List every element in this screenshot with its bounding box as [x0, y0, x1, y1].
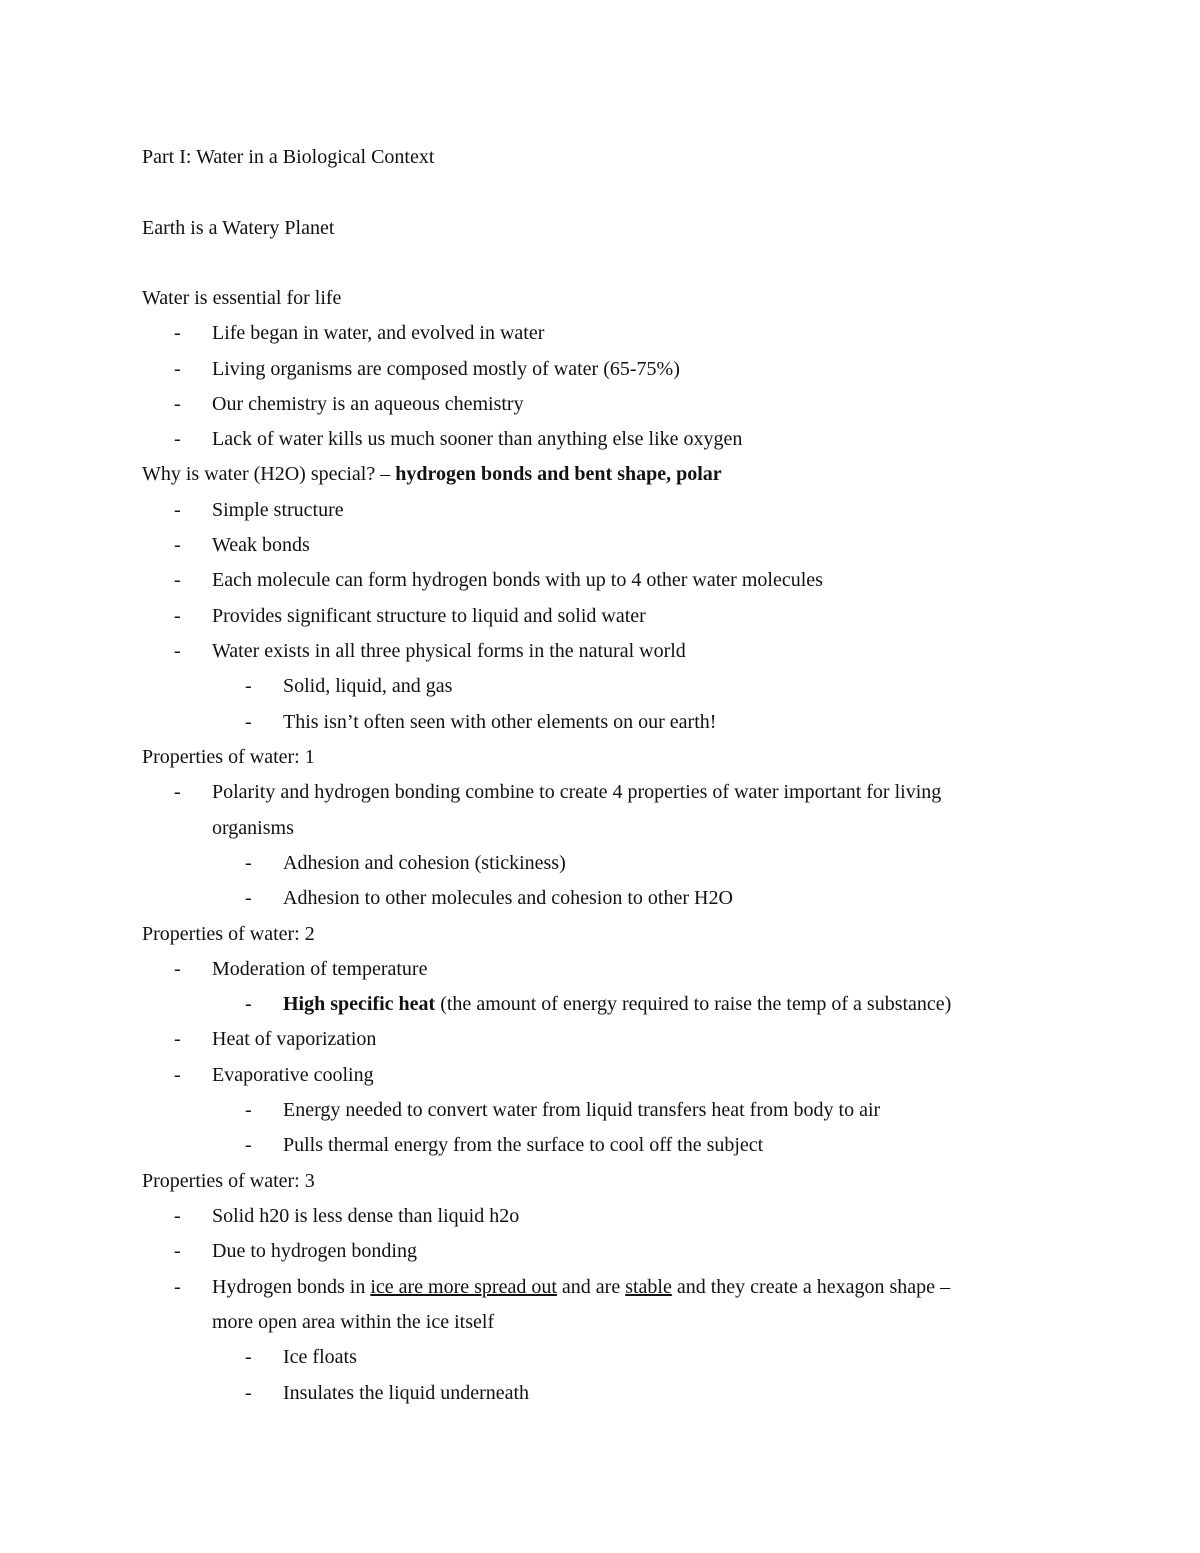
- sub-list-item: [245, 1376, 1200, 1411]
- bullet-dash: -: [174, 534, 181, 556]
- list-item-text: Heat of vaporization: [212, 1028, 377, 1050]
- list-item-text: Life began in water, and evolved in water: [212, 322, 545, 344]
- why-heading-text: Why is water (H2O) special? –: [142, 463, 396, 485]
- list-item-text: Lack of water kills us much sooner than anything else like oxygen: [212, 428, 743, 450]
- list-item-continuation: organisms: [212, 817, 294, 839]
- list-item-text: Polarity and hydrogen bonding combine to create 4 properties of water important for living: [212, 781, 942, 803]
- part-title: Part I: Water in a Biological Context: [142, 146, 435, 168]
- list-item: [174, 1058, 1172, 1093]
- properties-2-heading: Properties of water: 2: [142, 923, 315, 945]
- bullet-dash: -: [174, 322, 181, 344]
- bullet-dash: -: [174, 428, 181, 450]
- bullet-dash: -: [245, 1099, 252, 1121]
- list-item-text: and are: [556, 1276, 626, 1298]
- sub-list-item: [245, 987, 1200, 1022]
- list-item-text: Living organisms are composed mostly of water (65-75%): [212, 358, 680, 380]
- list-item: [174, 634, 1172, 669]
- sub-list-item-text: This isn’t often seen with other elements on our earth!: [283, 711, 717, 733]
- list-item: [174, 493, 1172, 528]
- bullet-dash: -: [245, 852, 252, 874]
- specific-heat-definition: (the amount of energy required to raise the temp of a substance): [435, 993, 952, 1015]
- list-item: [174, 528, 1172, 563]
- bullet-dash: -: [174, 358, 181, 380]
- list-item-text: Provides significant structure to liquid and solid water: [212, 605, 646, 627]
- list-item-text: Simple structure: [212, 499, 344, 521]
- bullet-dash: -: [174, 1205, 181, 1227]
- bullet-dash: -: [174, 499, 181, 521]
- list-item-text: Evaporative cooling: [212, 1064, 374, 1086]
- sub-list-item-text: Energy needed to convert water from liquid transfers heat from body to air: [283, 1099, 881, 1121]
- bullet-dash: -: [174, 781, 181, 803]
- properties-3-heading: Properties of water: 3: [142, 1170, 315, 1192]
- why-heading: [142, 457, 1102, 492]
- list-item-text: Each molecule can form hydrogen bonds with up to 4 other water molecules: [212, 569, 823, 591]
- underlined-phrase: stable: [625, 1276, 672, 1298]
- list-item-continuation: more open area within the ice itself: [212, 1311, 495, 1333]
- list-item: [174, 952, 1172, 987]
- underlined-phrase: ice are more spread out: [370, 1276, 557, 1298]
- bullet-dash: -: [174, 569, 181, 591]
- list-item: [174, 422, 1172, 457]
- sub-list-item: [245, 881, 1200, 916]
- list-item: [174, 316, 1172, 351]
- list-item-text: Weak bonds: [212, 534, 310, 556]
- sub-list-item-text: Insulates the liquid underneath: [283, 1382, 530, 1404]
- bullet-dash: -: [174, 1240, 181, 1262]
- list-item: [174, 563, 1172, 598]
- sub-list-item-text: Pulls thermal energy from the surface to cool off the subject: [283, 1134, 764, 1156]
- list-item: [174, 775, 1172, 810]
- list-item-text: Solid h20 is less dense than liquid h2o: [212, 1205, 520, 1227]
- bullet-dash: -: [245, 887, 252, 909]
- bullet-dash: -: [174, 1276, 181, 1298]
- list-item-text: Water exists in all three physical forms in the natural world: [212, 640, 686, 662]
- sub-list-item-text: Adhesion and cohesion (stickiness): [283, 852, 566, 874]
- list-item: [174, 1199, 1172, 1234]
- list-item: [174, 1022, 1172, 1057]
- sub-list-item: [245, 705, 1200, 740]
- bullet-dash: -: [245, 711, 252, 733]
- list-item: [174, 352, 1172, 387]
- sub-list-item: [245, 846, 1200, 881]
- bullet-dash: -: [174, 393, 181, 415]
- bullet-dash: -: [174, 958, 181, 980]
- bullet-dash: -: [245, 675, 252, 697]
- sub-list-item: [245, 1128, 1200, 1163]
- bullet-dash: -: [245, 1134, 252, 1156]
- sub-list-item: [245, 669, 1200, 704]
- list-item-text: Due to hydrogen bonding: [212, 1240, 417, 1262]
- bullet-dash: -: [174, 1028, 181, 1050]
- list-item: [174, 1234, 1172, 1269]
- sub-list-item-text: Solid, liquid, and gas: [283, 675, 453, 697]
- sub-list-item-text: Ice floats: [283, 1346, 357, 1368]
- list-item: [174, 599, 1172, 634]
- bullet-dash: -: [174, 1064, 181, 1086]
- list-item: [174, 387, 1172, 422]
- bullet-dash: -: [174, 605, 181, 627]
- bullet-dash: -: [245, 993, 252, 1015]
- earth-heading: Earth is a Watery Planet: [142, 217, 335, 239]
- list-item-text: Our chemistry is an aqueous chemistry: [212, 393, 524, 415]
- sub-list-item: [245, 1093, 1200, 1128]
- properties-1-heading: Properties of water: 1: [142, 746, 315, 768]
- list-item-text: and they create a hexagon shape –: [671, 1276, 951, 1298]
- list-item: [174, 1270, 1172, 1305]
- essential-heading: Water is essential for life: [142, 287, 342, 309]
- sub-list-item: [245, 1340, 1200, 1375]
- bullet-dash: -: [245, 1382, 252, 1404]
- why-heading-bold: hydrogen bonds and bent shape, polar: [395, 463, 722, 485]
- list-item-text: Moderation of temperature: [212, 958, 428, 980]
- specific-heat-term: High specific heat: [283, 993, 436, 1015]
- sub-list-item-text: Adhesion to other molecules and cohesion to other H2O: [283, 887, 733, 909]
- list-item-text: Hydrogen bonds in: [212, 1276, 371, 1298]
- bullet-dash: -: [245, 1346, 252, 1368]
- bullet-dash: -: [174, 640, 181, 662]
